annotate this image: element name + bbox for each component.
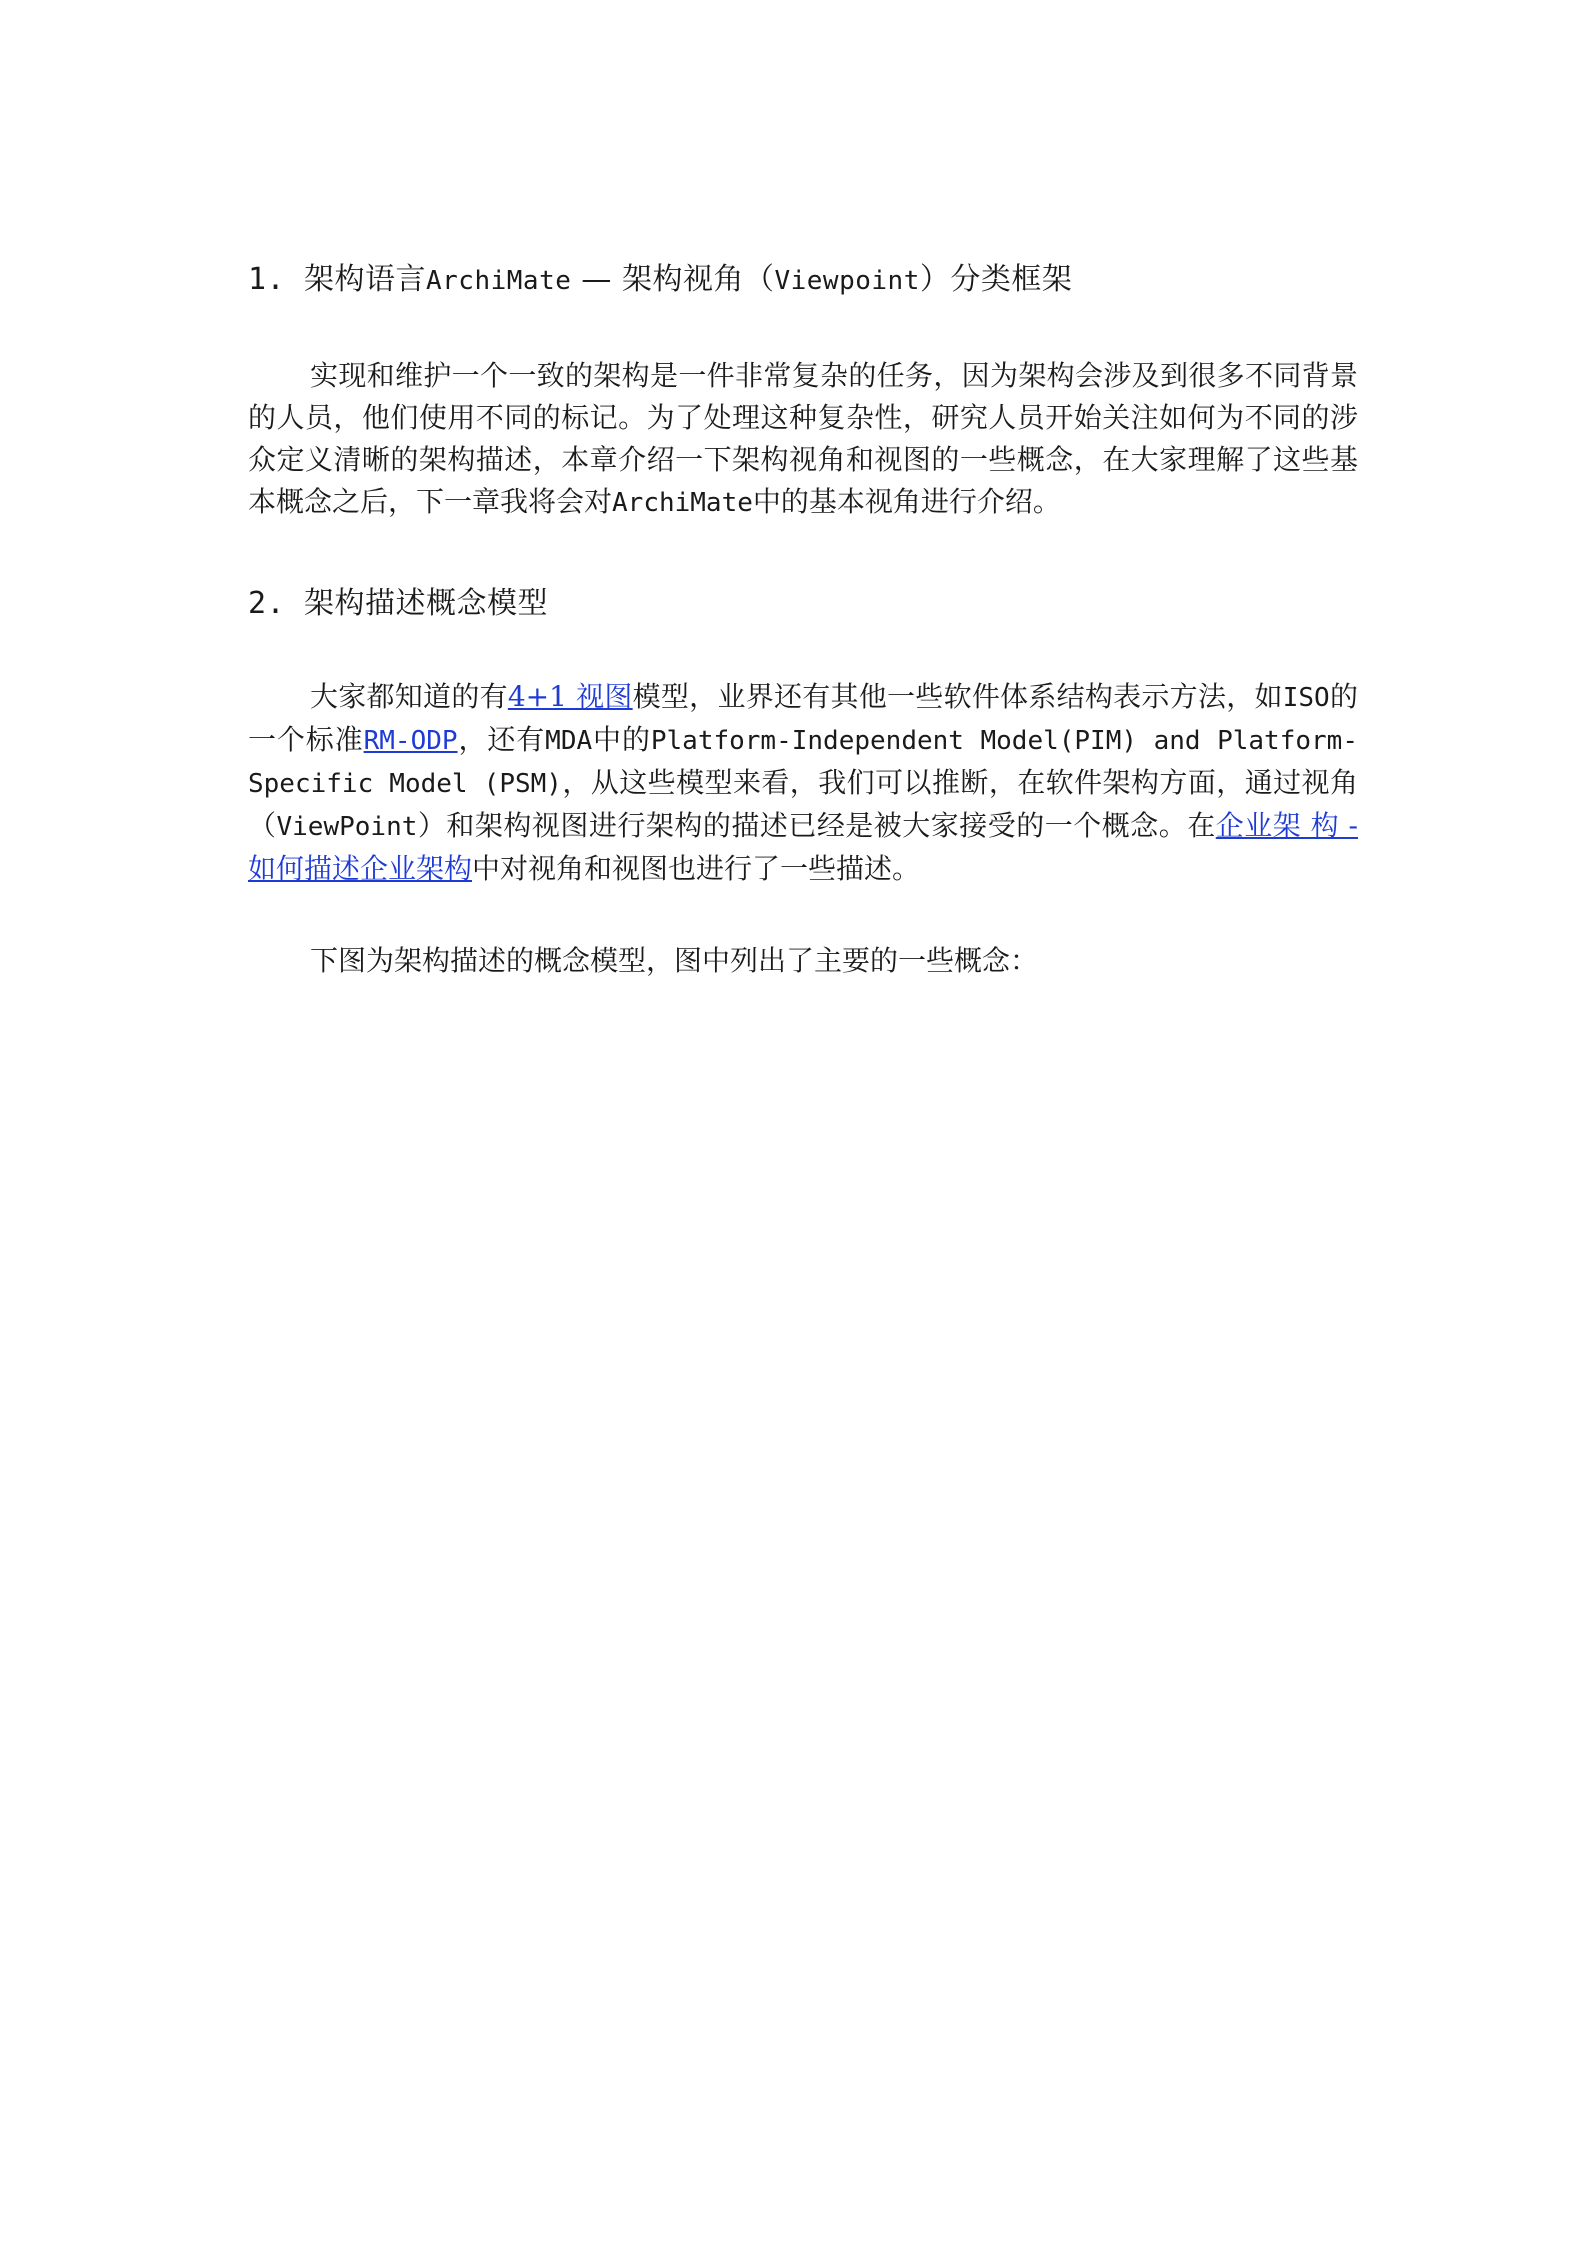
section-1-heading (248, 258, 1358, 303)
section-2-text-b: 模型，业界还有其他一些软件体系结构表示方法，如 (632, 680, 1283, 713)
section-2-iso: ISO (1282, 683, 1330, 713)
section-2-text-g: ）和架构视图进行架构的描述已经是被大家接受的一个概念。在 (417, 809, 1216, 842)
section-1-title-viewpoint: Viewpoint (774, 266, 920, 296)
section-2-mda: MDA (545, 726, 593, 756)
section-2-viewpoint: ViewPoint (276, 812, 418, 842)
section-2-title: 架构描述概念模型 (304, 586, 548, 621)
section-2-text-d: ，还有 (457, 723, 546, 756)
section-1-number: 1. (248, 262, 286, 297)
section-1-title-archimate: ArchiMate (426, 266, 572, 296)
section-1-paragraph-text-a: 实现和维护一个一致的架构是一件非常复杂的任务，因为架构会涉及到很多不同背景的人员，他们使用不同的标记。为了处理这种复杂性，研究人员开始关注如何为不同的涉众定义清晰的架构描述，本章介绍一下架构视角和视图的一些概念，在大家理解了这些基本概念之后，下一章我将会对 (248, 359, 1358, 518)
section-1-paragraph-text-c: 中的基本视角进行介绍。 (752, 485, 1061, 518)
section-2-figure-intro: 下图为架构描述的概念模型，图中列出了主要的一些概念： (310, 944, 1039, 977)
section-1-paragraph-archimate: ArchiMate (612, 488, 753, 518)
section-2-text-f: ，从这些模型来看，我们可以推断，在软件架构方面，通过视角（ (248, 766, 1358, 842)
section-1-title-part-e: ）分类框架 (919, 262, 1073, 297)
section-2-text-c: 的一个标准 (248, 680, 1358, 756)
section-1-paragraph (248, 355, 1358, 524)
section-1-title-part-c: — 架构视角（ (571, 262, 775, 297)
section-2-number: 2. (248, 586, 286, 621)
link-enterprise-architecture[interactable]: 企业架 构 - 如何描述企业架构 (248, 809, 1358, 885)
section-1-title-part-a: 架构语言 (304, 262, 426, 297)
section-2-models: Platform-Independent Model(PIM) and Platform-Specific Model (PSM) (248, 726, 1358, 799)
link-4plus1-view[interactable]: 4+1 视图 (507, 680, 633, 713)
section-2-text-e: 中的 (592, 723, 651, 756)
section-2-text-a: 大家都知道的有 (310, 680, 508, 713)
document-content (248, 258, 1358, 982)
section-2-text-h: 中对视角和视图也进行了一些描述。 (472, 852, 921, 885)
link-rm-odp[interactable]: RM-ODP (363, 726, 458, 756)
section-2-heading (248, 582, 1358, 626)
section-2-paragraph (248, 676, 1358, 890)
